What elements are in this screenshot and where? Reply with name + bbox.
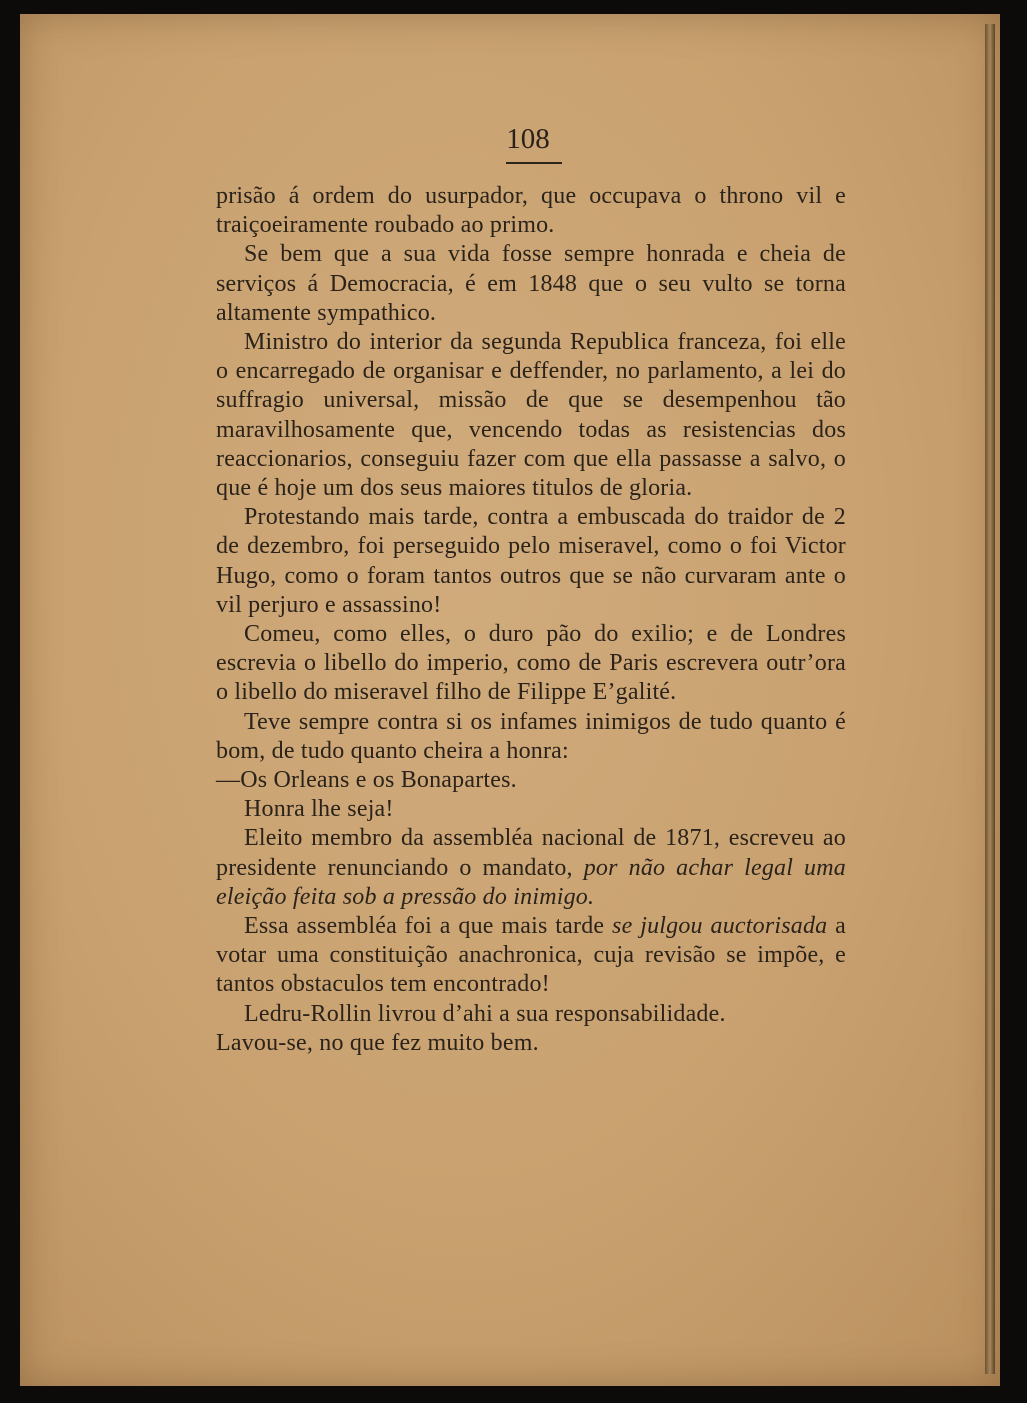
text-segment: Lavou-se, no que fez muito bem. — [216, 1029, 539, 1056]
body-text — [216, 182, 846, 1058]
text-segment: Comeu, como elles, o duro pão do exilio; e de Londres escrevia o libello do imperio, como de Paris escrevera outr’ora o libello do miseravel filho de Filippe E’galité. — [216, 621, 846, 706]
text-segment: Ledru-Rollin livrou d’ahi a sua responsabilidade. — [244, 1000, 726, 1027]
paragraph — [216, 328, 846, 503]
book-page — [20, 14, 1000, 1386]
text-segment: Protestando mais tarde, contra a embuscada do traidor de 2 de dezembro, foi perseguido pelo miseravel, como o foi Victor Hugo, como o foram tantos outros que se não curvaram ante o vil perjuro e assassino! — [216, 504, 846, 618]
paragraph — [216, 795, 846, 824]
paragraph — [216, 240, 846, 328]
text-segment: Se bem que a sua vida fosse sempre honrada e cheia de serviços á Democracia, é em 1848 que o seu vulto se torna altamente sympathico. — [216, 241, 846, 326]
book-spine-edge — [985, 24, 995, 1374]
header-rule — [506, 162, 562, 164]
text-segment: Honra lhe seja! — [244, 796, 394, 823]
text-segment: Teve sempre contra si os infames inimigos de tudo quanto é bom, de tudo quanto cheira a honra: — [216, 708, 846, 764]
paragraph — [216, 620, 846, 708]
italic-text-segment: se julgou auctorisada — [612, 913, 828, 940]
paragraph — [216, 1000, 846, 1029]
text-segment: prisão á ordem do usurpador, que occupava o throno vil e traiçoeiramente roubado ao primo. — [216, 183, 846, 239]
paragraph — [216, 766, 846, 795]
text-segment: Eleito membro da assembléa nacional de 1871, escreveu ao presidente renunciando o mandato, — [216, 825, 846, 881]
italic-text-segment: por não achar legal uma eleição feita sob a pressão do inimigo. — [216, 854, 846, 910]
text-segment: Ministro do interior da segunda Republica franceza, foi elle o encarregado de organisar e deffender, no parlamento, a lei do suffragio universal, missão de que se desempenhou tão maravilhosamente que, vencendo todas as resistencias dos reaccionarios, conseguiu fazer com que ella passasse a salvo, o que é hoje um dos seus maiores titulos de gloria. — [216, 329, 846, 502]
paragraph — [216, 912, 846, 1000]
text-segment: —Os Orleans e os Bonapartes. — [216, 767, 517, 794]
paragraph — [216, 708, 846, 766]
paragraph — [216, 182, 846, 240]
text-segment: a votar uma constituição anachronica, cuja revisão se impõe, e tantos obstaculos tem encontrado! — [216, 913, 846, 998]
paragraph — [216, 1029, 846, 1058]
page-number: 108 — [506, 123, 550, 155]
paragraph — [216, 824, 846, 912]
text-segment: Essa assembléa foi a que mais tarde — [244, 913, 613, 940]
paragraph — [216, 503, 846, 620]
